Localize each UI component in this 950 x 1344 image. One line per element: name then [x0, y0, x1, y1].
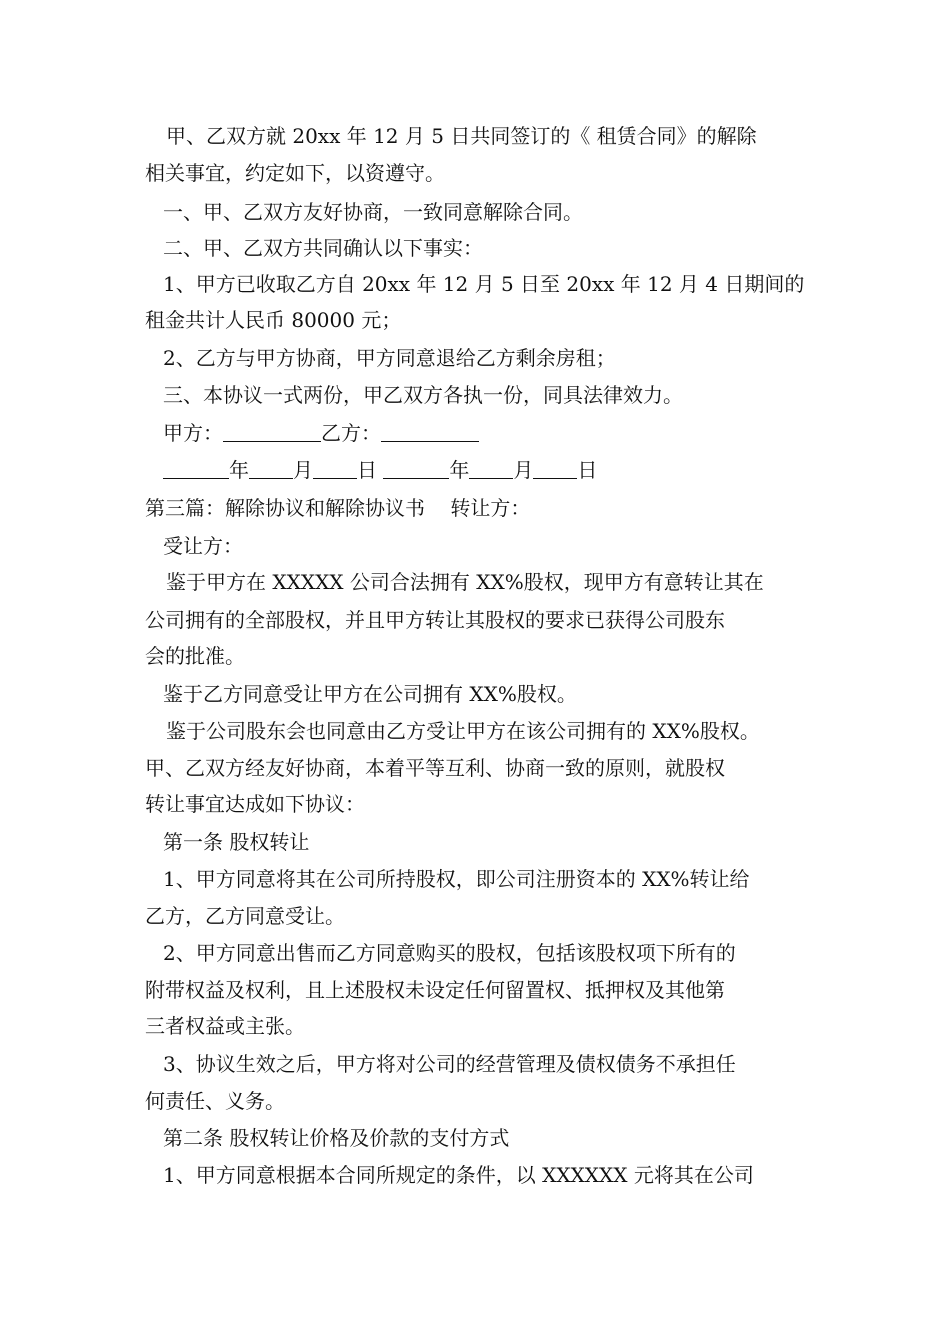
paragraph-line: 2、乙方与甲方协商，甲方同意退给乙方剩余房租；	[163, 346, 616, 370]
paragraph-line: 二、甲、乙双方共同确认以下事实：	[163, 236, 483, 260]
paragraph-line: 租金共计人民币 80000 元；	[145, 308, 402, 332]
paragraph-line: 何责任、义务。	[145, 1089, 285, 1113]
month-label: 月	[513, 458, 534, 482]
party-b-label: 乙方：	[321, 421, 381, 445]
month-label: 月	[293, 458, 313, 482]
paragraph-line: 甲、乙双方经友好协商，本着平等互利、协商一致的原则，就股权	[145, 756, 725, 780]
paragraph-line: 公司拥有的全部股权，并且甲方转让其股权的要求已获得公司股东	[145, 608, 725, 632]
paragraph-line: 附带权益及权利，且上述股权未设定任何留置权、抵押权及其他第	[145, 978, 725, 1002]
signature-line	[163, 415, 479, 451]
party-a-blank	[223, 421, 321, 442]
date-line	[163, 452, 597, 488]
paragraph-line: 三者权益或主张。	[145, 1014, 305, 1038]
day-label: 日	[357, 458, 377, 482]
paragraph-line: 鉴于公司股东会也同意由乙方受让甲方在该公司拥有的 XX%股权。	[166, 719, 760, 743]
article-heading: 第一条 股权转让	[163, 830, 310, 854]
party-a-label: 甲方：	[163, 421, 223, 445]
paragraph-line: 1、甲方同意根据本合同所规定的条件，以 XXXXXX 元将其在公司	[163, 1163, 754, 1187]
paragraph-line: 乙方，乙方同意受让。	[145, 904, 345, 928]
paragraph-line: 受让方：	[163, 534, 243, 558]
paragraph-line: 鉴于甲方在 XXXXX 公司合法拥有 XX%股权，现甲方有意转让其在	[166, 570, 764, 594]
paragraph-line: 甲、乙双方就 20xx 年 12 月 5 日共同签订的《 租赁合同》的解除	[166, 124, 757, 148]
paragraph-line: 会的批准。	[145, 644, 245, 668]
section-heading: 第三篇：解除协议和解除协议书 转让方：	[145, 496, 531, 520]
year-label: 年	[449, 458, 470, 482]
paragraph-line: 转让事宜达成如下协议：	[145, 792, 365, 816]
year-label: 年	[229, 458, 249, 482]
party-b-blank	[381, 421, 479, 442]
paragraph-line: 相关事宜，约定如下，以资遵守。	[145, 161, 445, 185]
paragraph-line: 三、本协议一式两份，甲乙双方各执一份，同具法律效力。	[163, 383, 683, 407]
paragraph-line: 1、甲方已收取乙方自 20xx 年 12 月 5 日至 20xx 年 12 月 4 日期间的	[163, 272, 805, 296]
article-heading: 第二条 股权转让价格及价款的支付方式	[163, 1126, 510, 1150]
paragraph-line: 1、甲方同意将其在公司所持股权，即公司注册资本的 XX%转让给	[163, 867, 750, 891]
paragraph-line: 鉴于乙方同意受让甲方在公司拥有 XX%股权。	[163, 682, 577, 706]
paragraph-line: 3、协议生效之后，甲方将对公司的经营管理及债权债务不承担任	[163, 1052, 736, 1076]
day-label: 日	[577, 458, 598, 482]
paragraph-line: 一、甲、乙双方友好协商，一致同意解除合同。	[163, 200, 583, 224]
paragraph-line: 2、甲方同意出售而乙方同意购买的股权，包括该股权项下所有的	[163, 941, 736, 965]
